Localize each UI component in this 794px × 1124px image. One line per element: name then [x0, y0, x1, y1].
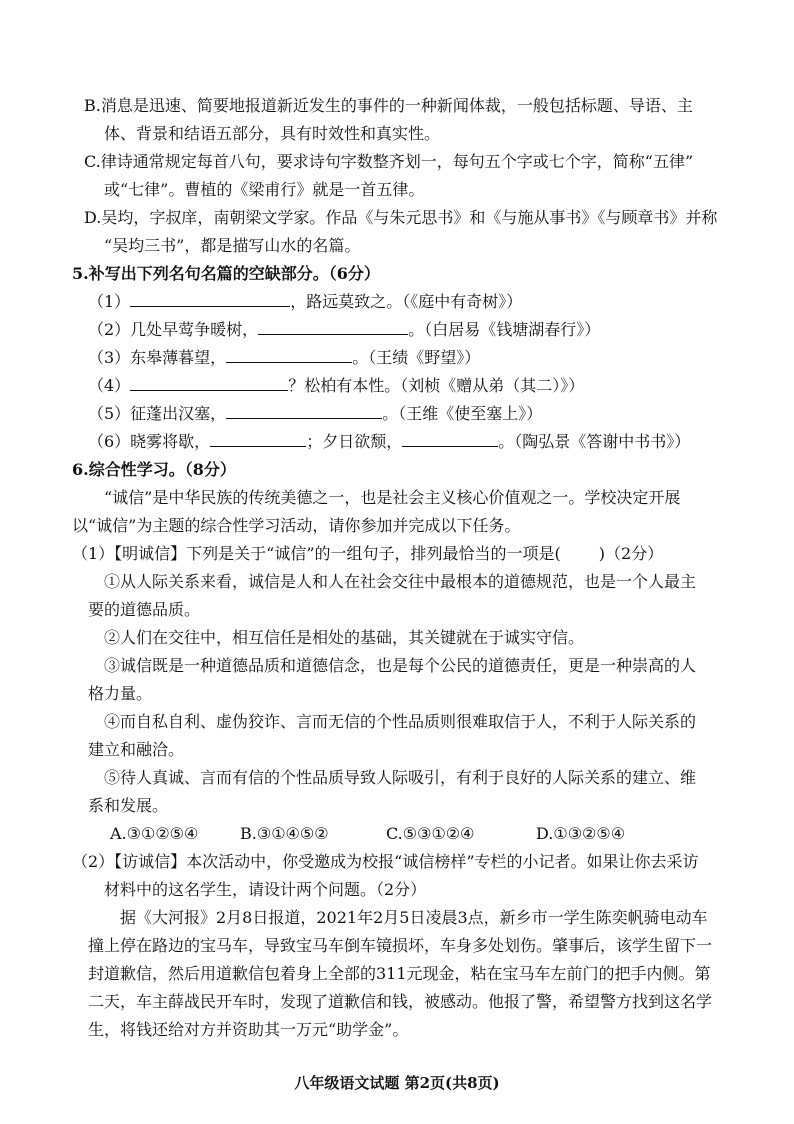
choice-a[interactable]: A.③①②⑤④	[110, 824, 199, 843]
sentence-1-line-1: ①从人际关系来看，诚信是人和人在社会交往中最根本的道德规范，也是一个人最主	[104, 572, 697, 591]
sentence-2: ②人们在交往中，相互信任是相处的基础，其关键就在于诚实守信。	[104, 628, 585, 647]
q5-item-1	[88, 292, 522, 312]
answer-blank[interactable]	[210, 432, 306, 447]
q5-item-5	[88, 404, 542, 424]
page-footer: 八年级语文试题 第2页(共8页)	[294, 1074, 500, 1092]
q5-item-2-suffix: 。（白居易《钱塘湖春行》）	[408, 320, 601, 339]
sentence-4-line-1: ④而自私自利、虚伪狡诈、言而无信的个性品质则很难取信于人，不利于人际关系的	[104, 712, 697, 731]
q5-item-1-prefix: （1）	[88, 292, 131, 311]
choice-c[interactable]: C.⑤③①②④	[386, 824, 475, 843]
q6-intro-line-1: “诚信”是中华民族的传统美德之一，也是社会主义核心价值观之一。学校决定开展	[104, 488, 681, 507]
material-line-2: 撞上停在路边的宝马车，导致宝马车倒车镜损坏，车身多处划伤。肇事后，该学生留下一	[88, 936, 713, 955]
sentence-4-line-2: 建立和融洽。	[88, 740, 185, 759]
q5-item-6-middle: ；夕日欲颓，	[306, 432, 403, 451]
q6-part-2-line-2: 材料中的这名学生，请设计两个问题。（2分）	[104, 880, 427, 899]
option-d-line-1: D.吴均，字叔庠，南朝梁文学家。作品《与朱元思书》和《与施从事书》《与顾章书》并称	[84, 208, 718, 227]
q5-item-4-prefix: （4）	[88, 376, 131, 395]
q6-part-1-text: （1）【明诚信】下列是关于“诚信”的一组句子，排列最恰当的一项是(	[72, 544, 561, 563]
answer-blank[interactable]	[258, 320, 408, 335]
q5-item-6	[88, 432, 690, 452]
question-5-title: 5.补写出下列名句名篇的空缺部分。（6分）	[72, 264, 380, 283]
q5-item-3-prefix: （3）东皋薄暮望，	[88, 348, 227, 367]
q5-item-2	[88, 320, 600, 340]
q5-item-4-suffix: ？松柏有本性。（刘桢《赠从弟（其二）》）	[288, 376, 585, 395]
option-b-line-1: B.消息是迅速、简要地报道新近发生的事件的一种新闻体裁，一般包括标题、导语、主	[84, 96, 693, 115]
q5-item-5-prefix: （5）征蓬出汉塞，	[88, 404, 227, 423]
q6-intro-line-2: 以“诚信”为主题的综合性学习活动，请你参加并完成以下任务。	[72, 516, 521, 535]
answer-blank[interactable]	[226, 348, 352, 363]
q6-part-1-prompt	[72, 544, 663, 564]
q5-item-3	[88, 348, 480, 368]
material-line-4: 二天，车主薛战民开车时，发现了道歉信和钱，被感动。他报了警，希望警方找到这名学	[88, 992, 713, 1011]
choice-d[interactable]: D.①③②⑤④	[536, 824, 626, 843]
q5-item-1-suffix: ，路远莫致之。（《庭中有奇树》）	[290, 292, 523, 311]
answer-blank[interactable]	[226, 404, 382, 419]
q5-item-2-prefix: （2）几处早莺争暖树，	[88, 320, 259, 339]
answer-blank[interactable]	[130, 292, 290, 307]
question-6-title: 6.综合性学习。（8分）	[72, 460, 236, 479]
sentence-5-line-1: ⑤待人真诚、言而有信的个性品质导致人际吸引，有利于良好的人际关系的建立、维	[104, 768, 697, 787]
q5-item-6-prefix: （6）晓雾将歇，	[88, 432, 211, 451]
q5-item-5-suffix: 。（王维《使至塞上》）	[382, 404, 543, 423]
material-line-5: 生，将钱还给对方并资助其一万元“助学金”。	[88, 1020, 409, 1039]
material-line-3: 封道歉信，然后用道歉信包着身上全部的311元现金，粘在宝马车左前门的把手内侧。第	[88, 964, 711, 983]
material-line-1: 据《大河报》2月8日报道，2021年2月5日凌晨3点，新乡市一学生陈奕帆骑电动车	[120, 908, 708, 927]
option-b-line-2: 体、背景和结语五部分，具有时效性和真实性。	[104, 124, 441, 143]
q5-item-6-suffix: 。（陶弘景《答谢中书书》）	[498, 432, 691, 451]
sentence-5-line-2: 系和发展。	[88, 796, 169, 815]
sentence-1-line-2: 要的道德品质。	[88, 600, 201, 619]
answer-blank[interactable]	[130, 376, 288, 391]
q5-item-3-suffix: 。（王绩《野望》）	[352, 348, 481, 367]
q6-part-1-score: )（2分）	[598, 544, 664, 563]
option-d-line-2: “吴均三书”，都是描写山水的名篇。	[104, 236, 361, 255]
sentence-3-line-2: 格力量。	[88, 684, 153, 703]
sentence-3-line-1: ③诚信既是一种道德品质和道德信念，也是每个公民的道德责任，更是一种崇高的人	[104, 656, 697, 675]
answer-blank[interactable]	[402, 432, 498, 447]
choice-b[interactable]: B.③①④⑤②	[240, 824, 329, 843]
option-c-line-1: C.律诗通常规定每首八句，要求诗句字数整齐划一，每句五个字或七个字，简称“五律”	[84, 152, 694, 171]
option-c-line-2: 或“七律”。曹植的《梁甫行》就是一首五律。	[104, 180, 425, 199]
q5-item-4	[88, 376, 584, 396]
q6-part-2-line-1: （2）【访诚信】本次活动中，你受邀成为校报“诚信榜样”专栏的小记者。如果让你去采访	[72, 852, 699, 871]
